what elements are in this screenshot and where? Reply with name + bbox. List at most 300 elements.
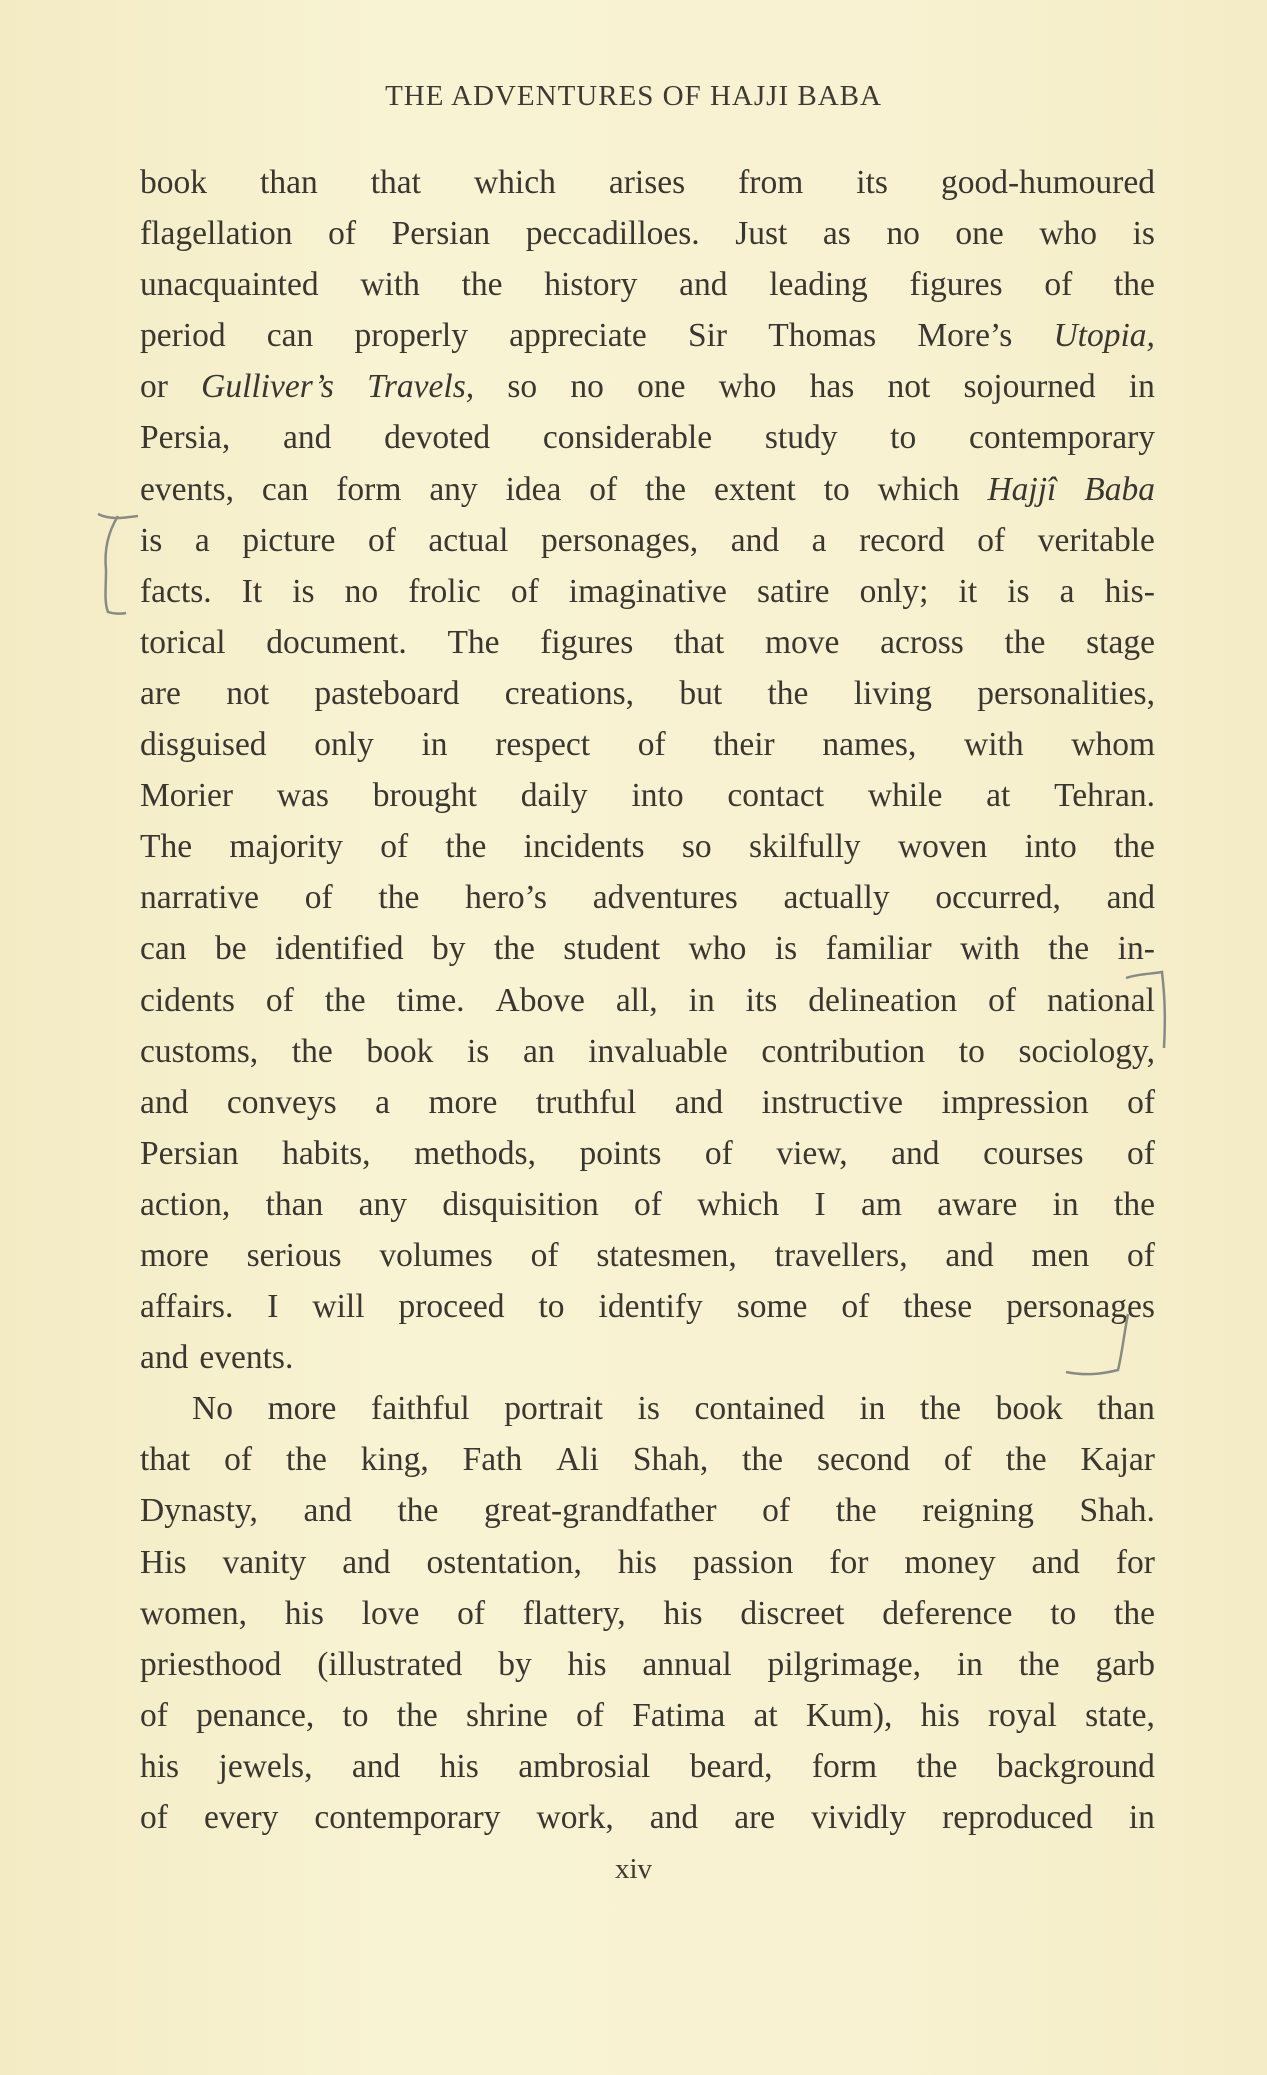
pencil-bracket-right-top-mark [1124, 970, 1174, 1065]
word: at [986, 777, 1011, 815]
word: one [955, 215, 1004, 253]
word: stage [1086, 623, 1155, 661]
word: portrait [504, 1390, 603, 1428]
word: his [140, 1747, 180, 1785]
word: and [674, 1083, 724, 1121]
word: pasteboard [314, 674, 460, 712]
word: no [886, 215, 920, 253]
word: is [1132, 215, 1155, 253]
word: his [439, 1747, 479, 1785]
word: or [140, 368, 168, 406]
word: the [916, 1747, 958, 1785]
word: is [467, 1032, 490, 1070]
word: form [811, 1747, 878, 1785]
word: travellers, [774, 1236, 908, 1274]
word: picture [242, 521, 336, 559]
word: of [1127, 1236, 1155, 1274]
word: Utopia, [1053, 317, 1155, 355]
word: delineation [808, 981, 958, 1019]
word: with [960, 930, 1020, 968]
text-line [140, 310, 1155, 361]
word: personalities, [977, 674, 1155, 712]
word: period [140, 317, 226, 355]
word: woven [897, 828, 988, 866]
word: conveys [226, 1083, 337, 1121]
word: is [1007, 572, 1030, 610]
word: and [303, 1492, 352, 1530]
word: time. [396, 981, 465, 1019]
word: to [890, 419, 917, 457]
word: peccadilloes. [525, 215, 700, 253]
word: the [493, 930, 535, 968]
word: the [1113, 266, 1155, 304]
word: of [977, 521, 1006, 559]
word: of [943, 1441, 972, 1479]
word: the [1114, 828, 1155, 866]
text-line [140, 464, 1155, 515]
word: penance, [196, 1696, 315, 1734]
word: vanity [222, 1543, 307, 1581]
word: as [822, 215, 851, 253]
word: his [617, 1543, 657, 1581]
word: the [742, 1441, 784, 1479]
word: and [679, 266, 728, 304]
word: his- [1104, 572, 1155, 610]
word: book [995, 1390, 1063, 1428]
word: while [867, 777, 943, 815]
word: adventures [592, 879, 738, 917]
word: Fath [462, 1441, 523, 1479]
word: More’s [917, 317, 1013, 355]
word: Sir [687, 317, 728, 355]
word: contemporary [314, 1799, 501, 1836]
word: of [576, 1696, 604, 1734]
word: the [397, 1492, 439, 1530]
word: appreciate [509, 317, 647, 355]
body-text [140, 157, 1155, 1843]
word: that [674, 623, 725, 661]
text-line [140, 515, 1155, 566]
text-line [140, 1588, 1155, 1639]
word: record [859, 521, 945, 559]
word: the [767, 674, 809, 712]
word: a [1059, 572, 1075, 610]
word: history [544, 266, 638, 304]
word: statesmen, [596, 1236, 737, 1274]
pencil-bracket-left-mark [96, 510, 146, 625]
text-line [140, 770, 1155, 821]
text-line [140, 821, 1155, 872]
word: which [697, 1185, 780, 1223]
word: customs, [140, 1032, 259, 1070]
word: ambrosial [518, 1747, 651, 1785]
word: discreet [740, 1594, 845, 1632]
word: figures [540, 623, 634, 661]
text-line [140, 617, 1155, 668]
word: no [570, 368, 604, 406]
text-line [140, 872, 1155, 923]
word: figures [909, 266, 1003, 304]
word: any [429, 470, 478, 508]
word: state, [1085, 1696, 1155, 1734]
word: flagellation [140, 215, 293, 253]
word: its [856, 164, 888, 201]
word: but [679, 674, 723, 712]
word: the [324, 981, 366, 1019]
word: any [358, 1185, 407, 1223]
word: names, [822, 726, 917, 764]
word: all, [615, 981, 658, 1019]
word: facts. [140, 572, 212, 610]
word: identify [598, 1288, 703, 1326]
word: impression [941, 1083, 1089, 1121]
word: move [764, 623, 840, 661]
word: flattery, [522, 1594, 626, 1632]
word: incidents [523, 828, 645, 866]
word: imaginative [568, 572, 727, 610]
word: of [988, 981, 1017, 1019]
word: proceed [398, 1288, 505, 1326]
word: not [226, 674, 270, 712]
word: men [1031, 1236, 1090, 1274]
word: contribution [761, 1032, 926, 1070]
word: the [1114, 1185, 1155, 1223]
word: of [328, 215, 357, 253]
word: I [267, 1288, 279, 1326]
page-number: xiv [614, 1853, 653, 1885]
word: Fatima [632, 1696, 726, 1734]
word: actually [783, 879, 890, 917]
word: leading [769, 266, 868, 304]
word: No [192, 1390, 233, 1428]
word: who [1039, 215, 1098, 253]
word: for [829, 1543, 869, 1581]
word: of [1044, 266, 1073, 304]
word: which [473, 164, 556, 201]
word: his [663, 1594, 703, 1632]
word: of [762, 1492, 791, 1530]
word: Kajar [1080, 1441, 1155, 1479]
word: sojourned [963, 368, 1096, 406]
word: contact [727, 777, 825, 815]
word: reproduced [942, 1799, 1093, 1836]
word: invaluable [588, 1032, 728, 1070]
word: Kum), [805, 1696, 893, 1734]
word: unacquainted [140, 266, 319, 304]
word: in [1052, 1185, 1079, 1223]
word: the [285, 1441, 327, 1479]
word: the [396, 1696, 438, 1734]
word: not [887, 368, 931, 406]
word: Morier [140, 777, 234, 815]
word: points [579, 1134, 662, 1172]
text-line [140, 1383, 1155, 1434]
word: an [522, 1032, 555, 1070]
word: of [510, 572, 539, 610]
word: so [681, 828, 712, 866]
word: of [637, 726, 666, 764]
word: of [224, 1441, 253, 1479]
word: the [445, 828, 487, 866]
word: their [713, 726, 775, 764]
word: Baba [1084, 470, 1155, 508]
running-head: THE ADVENTURES OF HAJJI BABA [385, 80, 882, 112]
text-line [140, 208, 1155, 259]
text-line [140, 975, 1155, 1026]
word: and [342, 1543, 391, 1581]
word: one [637, 368, 686, 406]
word: disguised [140, 726, 267, 764]
word: annual [642, 1645, 732, 1683]
word: a [375, 1083, 390, 1121]
word: aware [937, 1185, 1018, 1223]
word: am [861, 1185, 902, 1223]
text-line [140, 566, 1155, 617]
word: good-humoured [940, 164, 1155, 201]
word: respect [495, 726, 591, 764]
word: can [140, 930, 187, 968]
word: and [891, 1134, 940, 1172]
word: form [336, 470, 402, 508]
word: was [276, 777, 329, 815]
word: It [241, 572, 263, 610]
word: priesthood [140, 1645, 282, 1683]
word: which [877, 470, 960, 508]
word: is [774, 930, 798, 968]
word: pilgrimage, [767, 1645, 922, 1683]
word: is [140, 521, 163, 559]
word: Above [495, 981, 585, 1019]
word: brought [372, 777, 477, 815]
word: book [140, 164, 207, 201]
word: the [291, 1032, 333, 1070]
word: ostentation, [426, 1543, 582, 1581]
text-line [140, 668, 1155, 719]
word: of [589, 470, 618, 508]
word: the [1005, 1441, 1047, 1479]
word: of [367, 521, 396, 559]
word: occurred, [935, 879, 1061, 917]
word: cidents [140, 981, 235, 1019]
word: veritable [1037, 521, 1155, 559]
word: arises [608, 164, 686, 201]
word: study [764, 419, 838, 457]
word: and [140, 1339, 189, 1377]
word: narrative [140, 879, 260, 917]
word: love [361, 1594, 420, 1632]
word: at [753, 1696, 778, 1734]
word: shrine [465, 1696, 548, 1734]
word: can [261, 470, 309, 508]
word: the [461, 266, 503, 304]
word: is [292, 572, 315, 610]
word: only; [859, 572, 929, 610]
word: the [1048, 930, 1090, 968]
word: money [904, 1543, 996, 1581]
text-line [140, 1485, 1155, 1536]
word: the [378, 879, 420, 917]
word: more [140, 1236, 209, 1274]
word: actual [428, 521, 509, 559]
word: of [304, 879, 333, 917]
word: in [421, 726, 448, 764]
word: the [1004, 623, 1046, 661]
text-line [140, 157, 1155, 208]
word: Persia, [140, 419, 231, 457]
word: by [431, 930, 466, 968]
word: of [704, 1134, 733, 1172]
word: reigning [922, 1492, 1034, 1530]
word: view, [776, 1134, 848, 1172]
word: it [958, 572, 978, 610]
word: I [814, 1185, 826, 1223]
word: his [284, 1594, 324, 1632]
word: instructive [761, 1083, 904, 1121]
word: Hajjî [987, 470, 1057, 508]
word: contemporary [968, 419, 1155, 457]
word: devoted [384, 419, 491, 457]
word: and [1106, 879, 1155, 917]
text-line [140, 1741, 1155, 1792]
word: Ali [556, 1441, 599, 1479]
word: of [634, 1185, 662, 1223]
word: garb [1095, 1645, 1155, 1683]
text-line [140, 1434, 1155, 1485]
word: sociology, [1018, 1032, 1155, 1070]
word: student [563, 930, 661, 968]
word: Thomas [768, 317, 877, 355]
word: to [958, 1032, 985, 1070]
word: skilfully [748, 828, 861, 866]
word: the [645, 470, 687, 508]
word: are [140, 674, 181, 712]
word: satire [757, 572, 830, 610]
word: with [360, 266, 420, 304]
word: majority [229, 828, 343, 866]
word: than [265, 1185, 324, 1223]
word: is [637, 1390, 660, 1428]
word: volumes [379, 1236, 493, 1274]
text-line [140, 1639, 1155, 1690]
word: frolic [408, 572, 481, 610]
word: Dynasty, [140, 1492, 258, 1530]
word: faithful [371, 1390, 470, 1428]
word: background [996, 1747, 1155, 1785]
word: daily [520, 777, 588, 815]
word: torical [140, 623, 226, 661]
word: for [1115, 1543, 1155, 1581]
word: of [140, 1696, 168, 1734]
word: Persian [391, 215, 491, 253]
text-line [140, 361, 1155, 412]
word: living [853, 674, 932, 712]
word: into [1024, 828, 1077, 866]
text-line [140, 259, 1155, 310]
word: national [1046, 981, 1155, 1019]
word: Tehran. [1054, 777, 1155, 815]
word: king, [360, 1441, 429, 1479]
word: in [956, 1645, 983, 1683]
word: a [811, 521, 827, 559]
word: affairs. [140, 1288, 234, 1326]
word: and [1031, 1543, 1080, 1581]
word: extent [713, 470, 796, 508]
word: second [816, 1441, 910, 1479]
word: are [734, 1799, 776, 1836]
word: of [265, 981, 294, 1019]
word: creations, [504, 674, 635, 712]
word: has [809, 368, 855, 406]
text-line [140, 719, 1155, 770]
word: from [738, 164, 804, 201]
text-line [140, 1077, 1155, 1128]
word: of [530, 1236, 559, 1274]
word: across [880, 623, 964, 661]
word: his [567, 1645, 607, 1683]
word: of [1127, 1083, 1155, 1121]
word: every [203, 1799, 279, 1836]
word: habits, [282, 1134, 371, 1172]
word: some [736, 1288, 808, 1326]
word: great-grandfather [484, 1492, 717, 1530]
pencil-bracket-right-bottom-mark [1058, 1310, 1138, 1395]
word: in [688, 981, 715, 1019]
word: will [312, 1288, 365, 1326]
word: with [964, 726, 1024, 764]
word: of [380, 828, 409, 866]
word: properly [354, 317, 468, 355]
word: Shah. [1079, 1492, 1155, 1530]
word: beard, [689, 1747, 773, 1785]
text-line [140, 1537, 1155, 1588]
word: can [266, 317, 314, 355]
word: than [1097, 1390, 1155, 1428]
word: so [507, 368, 538, 406]
word: the [1018, 1645, 1060, 1683]
word: that [370, 164, 421, 201]
text-line [140, 1690, 1155, 1741]
word: of [841, 1288, 870, 1326]
word: into [631, 777, 684, 815]
word: than [260, 164, 318, 201]
text-line [140, 1026, 1155, 1077]
word: contained [694, 1390, 825, 1428]
word: identified [275, 930, 404, 968]
text-line [140, 1230, 1155, 1281]
text-line [140, 1179, 1155, 1230]
word: and [649, 1799, 699, 1836]
word: more [267, 1390, 337, 1428]
word: personages [1006, 1288, 1155, 1326]
word: familiar [825, 930, 932, 968]
word: to [538, 1288, 565, 1326]
word: Just [735, 215, 788, 253]
word: courses [983, 1134, 1084, 1172]
word: methods, [414, 1134, 536, 1172]
word: The [447, 623, 500, 661]
word: these [903, 1288, 973, 1326]
word: in- [1117, 930, 1155, 968]
word: who [688, 930, 747, 968]
word: deference [882, 1594, 1013, 1632]
word: the [920, 1390, 961, 1428]
word: of [457, 1594, 485, 1632]
word: by [498, 1645, 532, 1683]
text-line [140, 1792, 1155, 1843]
word: Travels, [367, 368, 475, 406]
word: his [920, 1696, 960, 1734]
word: events, [140, 470, 234, 508]
